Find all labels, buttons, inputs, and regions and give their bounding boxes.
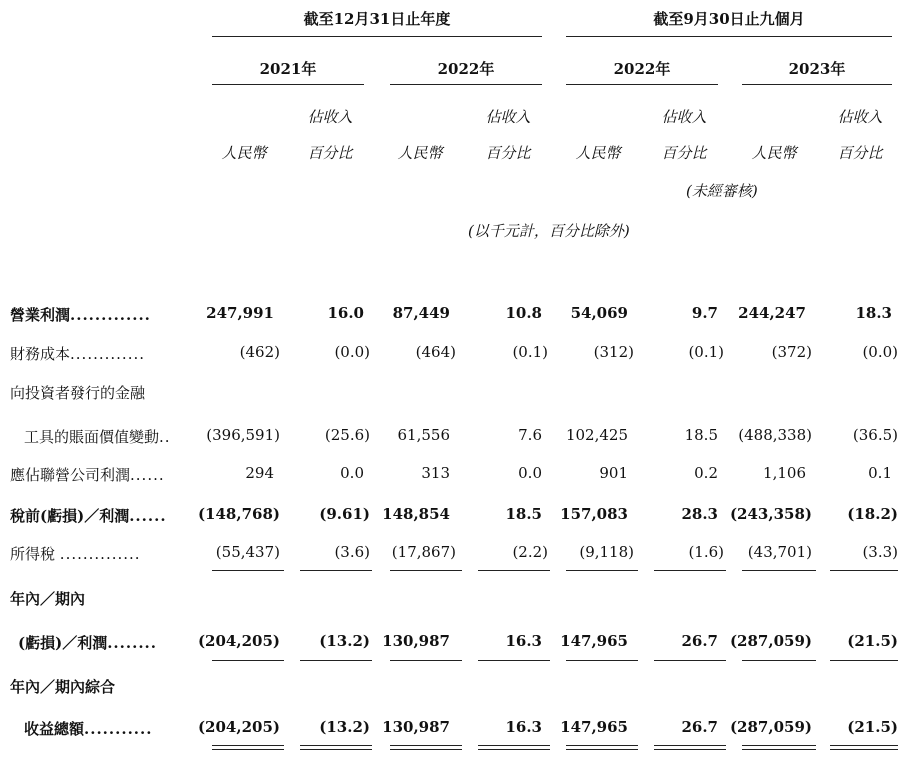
- cell-value: (17,867): [391, 543, 456, 561]
- units-note: (以千元計，百分比除外): [468, 222, 630, 240]
- total-rule: [654, 660, 726, 661]
- rmb-header-4: 人民幣: [751, 144, 797, 162]
- grand-total-double-rule: [742, 745, 816, 750]
- year-2022-nine-heading: 2022年: [613, 60, 671, 78]
- cell-value: 130,987: [382, 632, 450, 650]
- row-label-income-tax: 所得稅 ..............: [10, 545, 141, 563]
- cell-value: (21.5): [847, 632, 898, 650]
- cell-value: 7.6: [518, 426, 542, 444]
- subtotal-rule: [654, 570, 726, 571]
- pct-header-2-line2: 百分比: [485, 144, 531, 162]
- cell-value: 9.7: [691, 304, 718, 322]
- cell-value: (464): [415, 343, 456, 361]
- subtotal-rule: [566, 570, 638, 571]
- cell-value: 157,083: [560, 505, 628, 523]
- cell-value: 18.5: [684, 426, 718, 444]
- year-2021-heading: 2021年: [259, 60, 317, 78]
- row-label-loss-profit: (虧損)／利潤........: [18, 634, 157, 652]
- row-label-share-of-associates: 應佔聯營公司利潤......: [10, 466, 165, 484]
- cell-value: (9.61): [319, 505, 370, 523]
- pct-header-1-line2: 百分比: [307, 144, 353, 162]
- unaudited-note: (未經審核): [686, 182, 758, 200]
- cell-value: 148,854: [382, 505, 450, 523]
- cell-value: (0.1): [688, 343, 724, 361]
- row-label-operating-profit: 營業利潤.............: [10, 306, 151, 324]
- year-2022-rule: [390, 84, 542, 85]
- subtotal-rule: [742, 570, 816, 571]
- cell-value: (0.1): [512, 343, 548, 361]
- cell-value: (287,059): [729, 632, 812, 650]
- grand-total-double-rule: [212, 745, 284, 750]
- period-year-rule: [212, 36, 542, 37]
- period-nine-rule: [566, 36, 892, 37]
- cell-value: 294: [245, 464, 274, 482]
- cell-value: 0.0: [518, 464, 542, 482]
- cell-value: (3.6): [334, 543, 370, 561]
- cell-value: 1,106: [763, 464, 806, 482]
- pct-header-3-line1: 佔收入: [661, 108, 707, 126]
- year-2023-nine-rule: [742, 84, 892, 85]
- cell-value: (204,205): [197, 718, 280, 736]
- pct-header-2-line1: 佔收入: [485, 108, 531, 126]
- cell-value: (0.0): [334, 343, 370, 361]
- cell-value: (3.3): [862, 543, 898, 561]
- pct-header-1-line1: 佔收入: [307, 108, 353, 126]
- cell-value: 28.3: [681, 505, 718, 523]
- total-rule: [300, 660, 372, 661]
- total-rule: [478, 660, 550, 661]
- row-label-finance-costs: 財務成本.............: [10, 345, 146, 363]
- total-rule: [212, 660, 284, 661]
- cell-value: (287,059): [729, 718, 812, 736]
- cell-value: 147,965: [560, 632, 628, 650]
- cell-value: 102,425: [565, 426, 628, 444]
- cell-value: 901: [599, 464, 628, 482]
- cell-value: 54,069: [570, 304, 628, 322]
- rmb-header-1: 人民幣: [221, 144, 267, 162]
- grand-total-double-rule: [300, 745, 372, 750]
- pct-header-4-line1: 佔收入: [837, 108, 883, 126]
- grand-total-double-rule: [654, 745, 726, 750]
- subtotal-rule: [300, 570, 372, 571]
- cell-value: 244,247: [738, 304, 806, 322]
- grand-total-double-rule: [566, 745, 638, 750]
- row-label-financial-instruments-line1: 向投資者發行的金融: [10, 384, 146, 402]
- period-year-heading: 截至12月31日止年度: [303, 10, 451, 28]
- cell-value: (13.2): [319, 632, 370, 650]
- year-2021-rule: [212, 84, 364, 85]
- cell-value: 16.3: [505, 632, 542, 650]
- row-label-profit-before-tax: 稅前(虧損)／利潤......: [10, 507, 167, 525]
- subtotal-rule: [478, 570, 550, 571]
- cell-value: 16.3: [505, 718, 542, 736]
- row-label-comprehensive-line1: 年內／期內綜合: [10, 678, 116, 696]
- pct-header-4-line2: 百分比: [837, 144, 883, 162]
- cell-value: 26.7: [681, 718, 718, 736]
- cell-value: (25.6): [324, 426, 370, 444]
- cell-value: 0.2: [694, 464, 718, 482]
- cell-value: 130,987: [382, 718, 450, 736]
- cell-value: (36.5): [852, 426, 898, 444]
- cell-value: (0.0): [862, 343, 898, 361]
- total-rule: [390, 660, 462, 661]
- year-2022-nine-rule: [566, 84, 718, 85]
- rmb-header-3: 人民幣: [575, 144, 621, 162]
- cell-value: (396,591): [206, 426, 280, 444]
- grand-total-double-rule: [478, 745, 550, 750]
- total-rule: [830, 660, 898, 661]
- cell-value: 18.5: [505, 505, 542, 523]
- cell-value: (43,701): [747, 543, 812, 561]
- row-label-year-period-line1: 年內／期內: [10, 590, 86, 608]
- year-2023-nine-heading: 2023年: [788, 60, 846, 78]
- cell-value: 0.0: [340, 464, 364, 482]
- cell-value: (13.2): [319, 718, 370, 736]
- cell-value: (18.2): [847, 505, 898, 523]
- pct-header-3-line2: 百分比: [661, 144, 707, 162]
- subtotal-rule: [830, 570, 898, 571]
- cell-value: 247,991: [206, 304, 274, 322]
- cell-value: (2.2): [512, 543, 548, 561]
- row-label-financial-instruments-line2: 工具的賬面價值變動..: [24, 428, 171, 446]
- period-nine-months-heading: 截至9月30日止九個月: [653, 10, 805, 28]
- cell-value: (312): [593, 343, 634, 361]
- row-label-total-comprehensive-income: 收益總額...........: [24, 720, 153, 738]
- cell-value: 147,965: [560, 718, 628, 736]
- grand-total-double-rule: [830, 745, 898, 750]
- cell-value: (243,358): [729, 505, 812, 523]
- cell-value: 18.3: [855, 304, 892, 322]
- cell-value: 10.8: [505, 304, 542, 322]
- cell-value: 26.7: [681, 632, 718, 650]
- cell-value: 61,556: [397, 426, 450, 444]
- cell-value: 313: [421, 464, 450, 482]
- grand-total-double-rule: [390, 745, 462, 750]
- cell-value: 0.1: [868, 464, 892, 482]
- subtotal-rule: [390, 570, 462, 571]
- cell-value: (21.5): [847, 718, 898, 736]
- cell-value: 16.0: [327, 304, 364, 322]
- cell-value: (372): [771, 343, 812, 361]
- cell-value: (55,437): [215, 543, 280, 561]
- cell-value: (204,205): [197, 632, 280, 650]
- subtotal-rule: [212, 570, 284, 571]
- rmb-header-2: 人民幣: [397, 144, 443, 162]
- cell-value: 87,449: [392, 304, 450, 322]
- year-2022-heading: 2022年: [437, 60, 495, 78]
- cell-value: (462): [239, 343, 280, 361]
- cell-value: (148,768): [197, 505, 280, 523]
- cell-value: (9,118): [579, 543, 634, 561]
- total-rule: [566, 660, 638, 661]
- cell-value: (1.6): [688, 543, 724, 561]
- total-rule: [742, 660, 816, 661]
- cell-value: (488,338): [738, 426, 812, 444]
